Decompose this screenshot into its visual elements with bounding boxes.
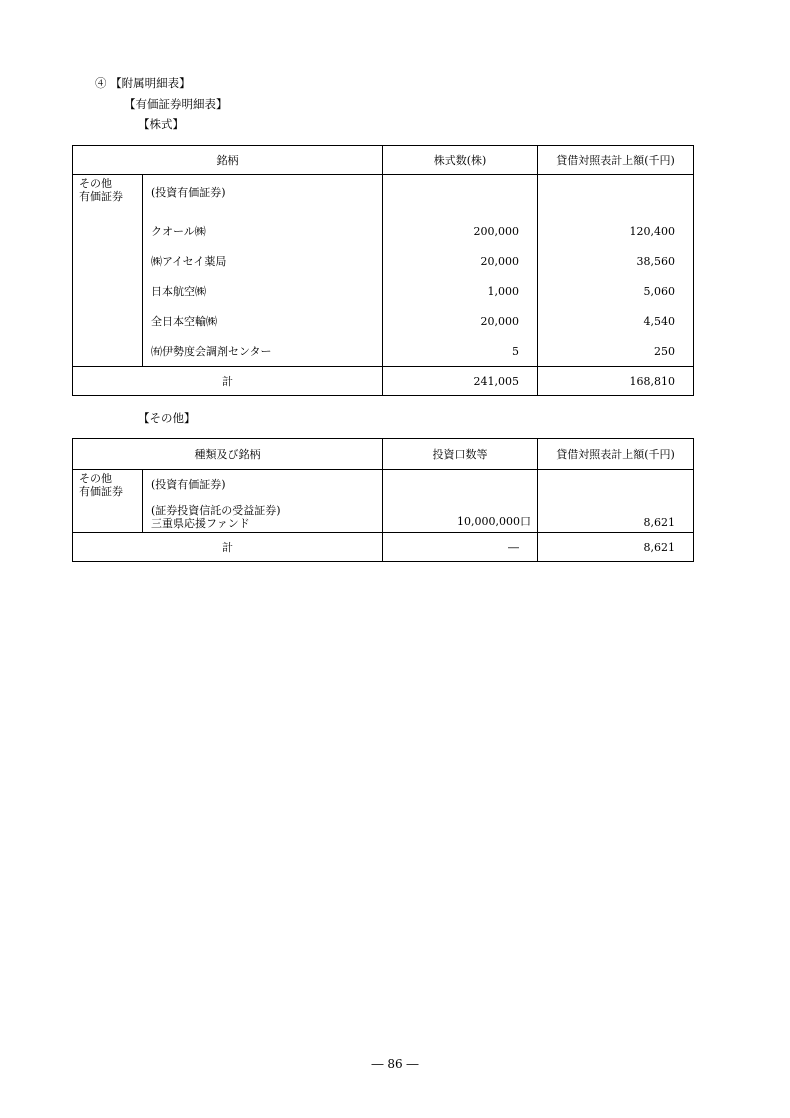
share-count: 1,000 (383, 276, 538, 306)
subcategory-label: (投資有価証券) (143, 470, 383, 499)
table-row (73, 276, 694, 306)
share-count: 20,000 (383, 246, 538, 276)
fund-name: 三重県応援ファンド (151, 517, 250, 530)
table-header-row (73, 146, 694, 175)
issue-name: ㈲伊勢度会調剤センター (143, 336, 383, 367)
category-line-2: 有価証券 (79, 190, 123, 203)
table-row (73, 216, 694, 246)
column-header-amount: 貸借対照表計上額(千円) (538, 146, 694, 175)
book-amount: 8,621 (538, 498, 694, 533)
issue-name: クオール㈱ (143, 216, 383, 246)
others-table (72, 438, 694, 562)
table-row (73, 175, 694, 217)
share-count: 20,000 (383, 306, 538, 336)
column-header-issue: 銘柄 (73, 146, 383, 175)
subcategory-label: (投資有価証券) (143, 175, 383, 217)
table-header-row (73, 439, 694, 470)
book-amount: 250 (538, 336, 694, 367)
issue-name: ㈱アイセイ薬局 (143, 246, 383, 276)
total-row (73, 367, 694, 396)
book-amount: 38,560 (538, 246, 694, 276)
column-header-shares: 株式数(株) (383, 146, 538, 175)
page-number: ― 86 ― (371, 1057, 419, 1071)
category-line-1: その他 (79, 177, 112, 190)
category-cell (73, 470, 143, 533)
total-units: ― (383, 533, 538, 562)
table-row (73, 470, 694, 499)
column-header-type-issue: 種類及び銘柄 (73, 439, 383, 470)
total-row (73, 533, 694, 562)
share-count: 200,000 (383, 216, 538, 246)
category-cell (73, 175, 143, 367)
table-row (73, 336, 694, 367)
book-amount: 4,540 (538, 306, 694, 336)
unit-count: 10,000,000口 (383, 498, 538, 533)
appendix-heading: ④ 【附属明細表】 (95, 76, 191, 90)
issue-name: 日本航空㈱ (143, 276, 383, 306)
fund-type: (証券投資信託の受益証券) (151, 504, 281, 517)
share-count: 5 (383, 336, 538, 367)
total-shares: 241,005 (383, 367, 538, 396)
column-header-amount: 貸借対照表計上額(千円) (538, 439, 694, 470)
stocks-heading: 【株式】 (138, 117, 184, 131)
stocks-table (72, 145, 694, 396)
issue-name: 全日本空輸㈱ (143, 306, 383, 336)
category-line-1: その他 (79, 472, 112, 485)
category-line-2: 有価証券 (79, 485, 123, 498)
total-amount: 8,621 (538, 533, 694, 562)
fund-cell (143, 498, 383, 533)
table-row (73, 306, 694, 336)
securities-detail-heading: 【有価証券明細表】 (124, 97, 228, 111)
table-row (73, 246, 694, 276)
total-label: 計 (73, 533, 383, 562)
others-heading: 【その他】 (138, 411, 196, 425)
total-label: 計 (73, 367, 383, 396)
table-row (73, 498, 694, 533)
total-amount: 168,810 (538, 367, 694, 396)
column-header-units: 投資口数等 (383, 439, 538, 470)
book-amount: 120,400 (538, 216, 694, 246)
book-amount: 5,060 (538, 276, 694, 306)
